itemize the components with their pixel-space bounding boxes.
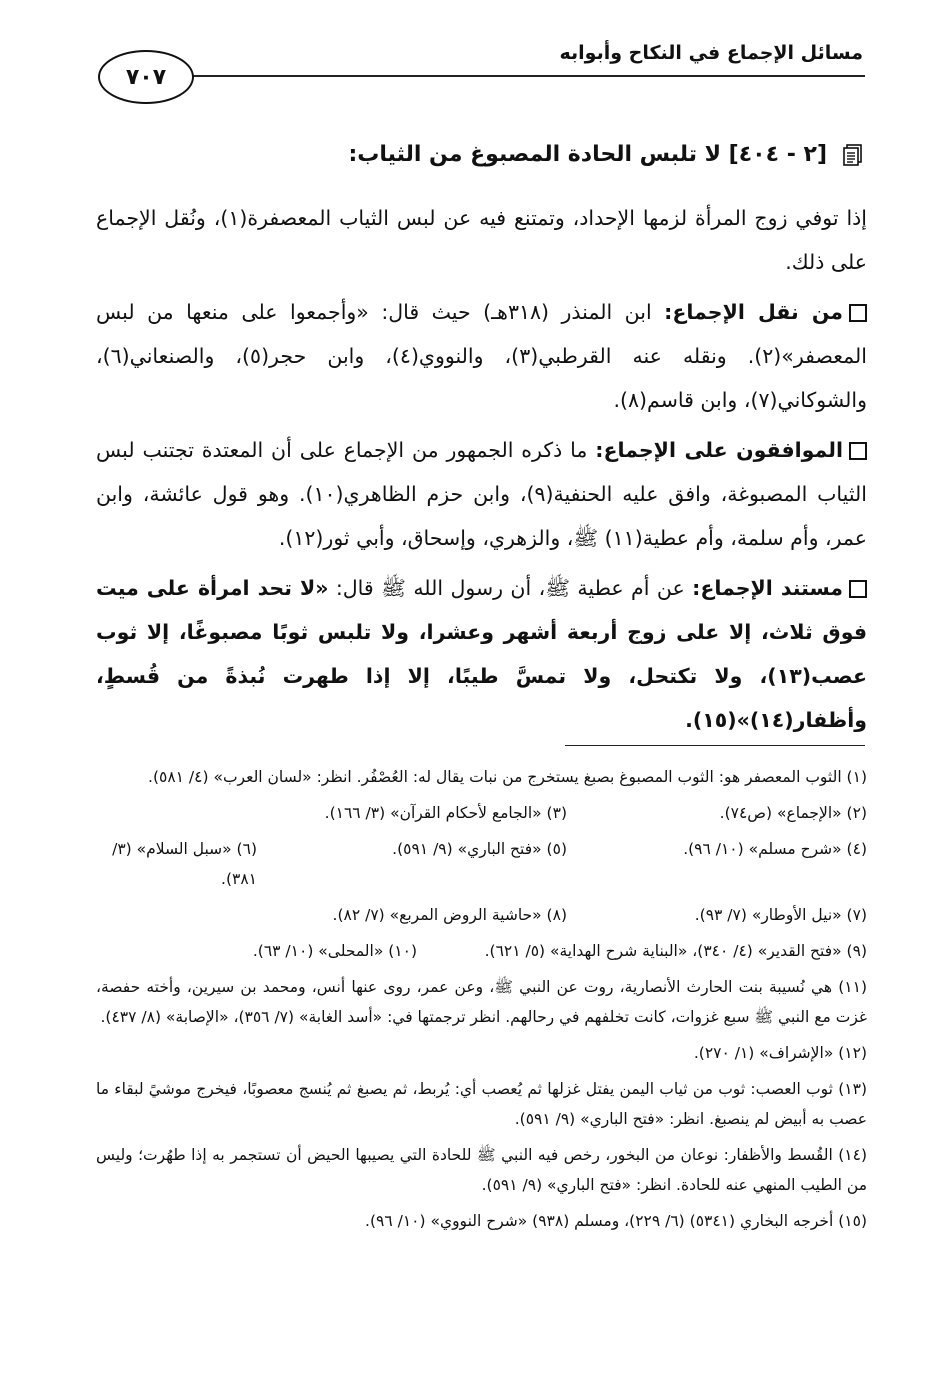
agreeing-paragraph [96, 428, 867, 560]
hadith-quote: «لا تحد امرأة على ميت فوق ثلاث، إلا على زوج أربعة أشهر وعشرا، ولا تلبس ثوبًا مصبوغًا، إلا ثوب عصب(١٣)، ولا تكتحل، ولا تمسَّ طيبًا، إلا إذا طهرت نُبذةً من قُسطٍ، وأظفار(١٤)»(١٥). [96, 576, 867, 732]
footnote: (٦) «سبل السلام» (٣/ ٣٨١). [112, 840, 257, 888]
evidence-lead: مستند الإجماع: [692, 576, 844, 600]
footnote-row [96, 798, 867, 828]
footnote-row [96, 936, 867, 966]
footnote: (١٣) ثوب العصب: ثوب من ثياب اليمن يفتل غزلها ثم يُعصب أي: يُربط، ثم يصبغ ثم يُنسج معصوبًا، فيخرج موشيً لبقاء ما عصب به أبيض لم ينصبغ. انظر: «فتح الباري» (٩/ ٥٩١). [96, 1080, 867, 1128]
footnote: (١٢) «الإشراف» (١/ ٢٧٠). [693, 1044, 867, 1062]
running-header-title: مسائل الإجماع في النكاح وأبوابه [559, 42, 863, 64]
section-heading-text: [٢ - ٤٠٤] لا تلبس الحادة المصبوغ من الثياب: [348, 142, 827, 167]
square-bullet-icon [849, 304, 867, 322]
document-icon [841, 143, 865, 167]
evidence-paragraph [96, 566, 867, 742]
page-number-oval [98, 50, 194, 104]
footnote: (١٤) القُسط والأظفار: نوعان من البخور، رخص فيه النبي ﷺ للحادة التي يصيبها الحيض أن تستجمر به إذا طهُرت؛ وليس من الطيب المنهي عنه للحادة. انظر: «فتح الباري» (٩/ ٥٩١). [96, 1146, 867, 1194]
footnote: (٢) «الإجماع» (ص٧٤). [719, 804, 867, 822]
footnote: (١) الثوب المعصفر هو: الثوب المصبوغ بصبغ يستخرج من نبات يقال له: العُصْفُر. انظر: «لسان العرب» (٤/ ٥٨١). [148, 768, 867, 786]
section-heading [348, 142, 865, 167]
intro-paragraph: إذا توفي زوج المرأة لزمها الإحداد، وتمتنع فيه عن لبس الثياب المعصفرة(١)، ونُقل الإجماع على ذلك. [96, 206, 867, 274]
footnote: (٧) «نيل الأوطار» (٧/ ٩٣). [694, 906, 867, 924]
footnote: (٥) «فتح الباري» (٩/ ٥٩١). [392, 840, 567, 858]
footnote-row [96, 834, 867, 894]
footnote: (٩) «فتح القدير» (٤/ ٣٤٠)، «البناية شرح الهداية» (٥/ ٦٢١). [484, 942, 867, 960]
footnotes [96, 762, 867, 1242]
agreeing-text: ما ذكره الجمهور من الإجماع على أن المعتدة تجتنب لبس الثياب المصبوغة، وافق عليه الحنفية(٩)، وابن حزم الظاهري(١٠). وهو قول عائشة، وابن عمر، وأم سلمة، وأم عطية(١١) ﷺ، والزهري، وإسحاق، وأبي ثور(١٢). [96, 438, 867, 550]
square-bullet-icon [849, 580, 867, 598]
evidence-text: عن أم عطية ﷺ، أن رسول الله ﷺ قال: [328, 576, 693, 600]
footnote: (١٥) أخرجه البخاري (٥٣٤١) (٦/ ٢٢٩)، ومسلم (٩٣٨) «شرح النووي» (١٠/ ٩٦). [365, 1212, 867, 1230]
footnote: (٤) «شرح مسلم» (١٠/ ٩٦). [683, 840, 867, 858]
transmitters-lead: من نقل الإجماع: [664, 300, 843, 324]
header-rule [190, 75, 865, 77]
agreeing-lead: الموافقون على الإجماع: [595, 438, 843, 462]
footnote: (٣) «الجامع لأحكام القرآن» (٣/ ١٦٦). [324, 804, 567, 822]
page-number: ٧٠٧ [125, 64, 167, 90]
footnote: (١١) هي نُسيبة بنت الحارث الأنصارية، روت عن النبي ﷺ، وعن عمر، روى عنها أنس، ومحمد بن سيرين، وأخته حفصة، غزت مع النبي ﷺ سبع غزوات، كانت تخلفهم في رحالهم. انظر ترجمتها في: «أسد الغابة» (٧/ ٣٥٦)، «الإصابة» (٨/ ٤٣٧). [96, 978, 867, 1026]
transmitters-text: ابن المنذر (٣١٨هـ) حيث قال: «وأجمعوا على منعها من لبس المعصفر»(٢). ونقله عنه القرطبي(٣)، والنووي(٤)، وابن حجر(٥)، والصنعاني(٦)، والشوكاني(٧)، وابن قاسم(٨). [96, 300, 867, 412]
footnote-row [96, 900, 867, 930]
footnote: (١٠) «المحلى» (١٠/ ٦٣). [252, 942, 417, 960]
footnote-separator [565, 745, 865, 746]
footnote: (٨) «حاشية الروض المربع» (٧/ ٨٢). [332, 906, 567, 924]
main-text [96, 196, 867, 748]
square-bullet-icon [849, 442, 867, 460]
transmitters-paragraph [96, 290, 867, 422]
